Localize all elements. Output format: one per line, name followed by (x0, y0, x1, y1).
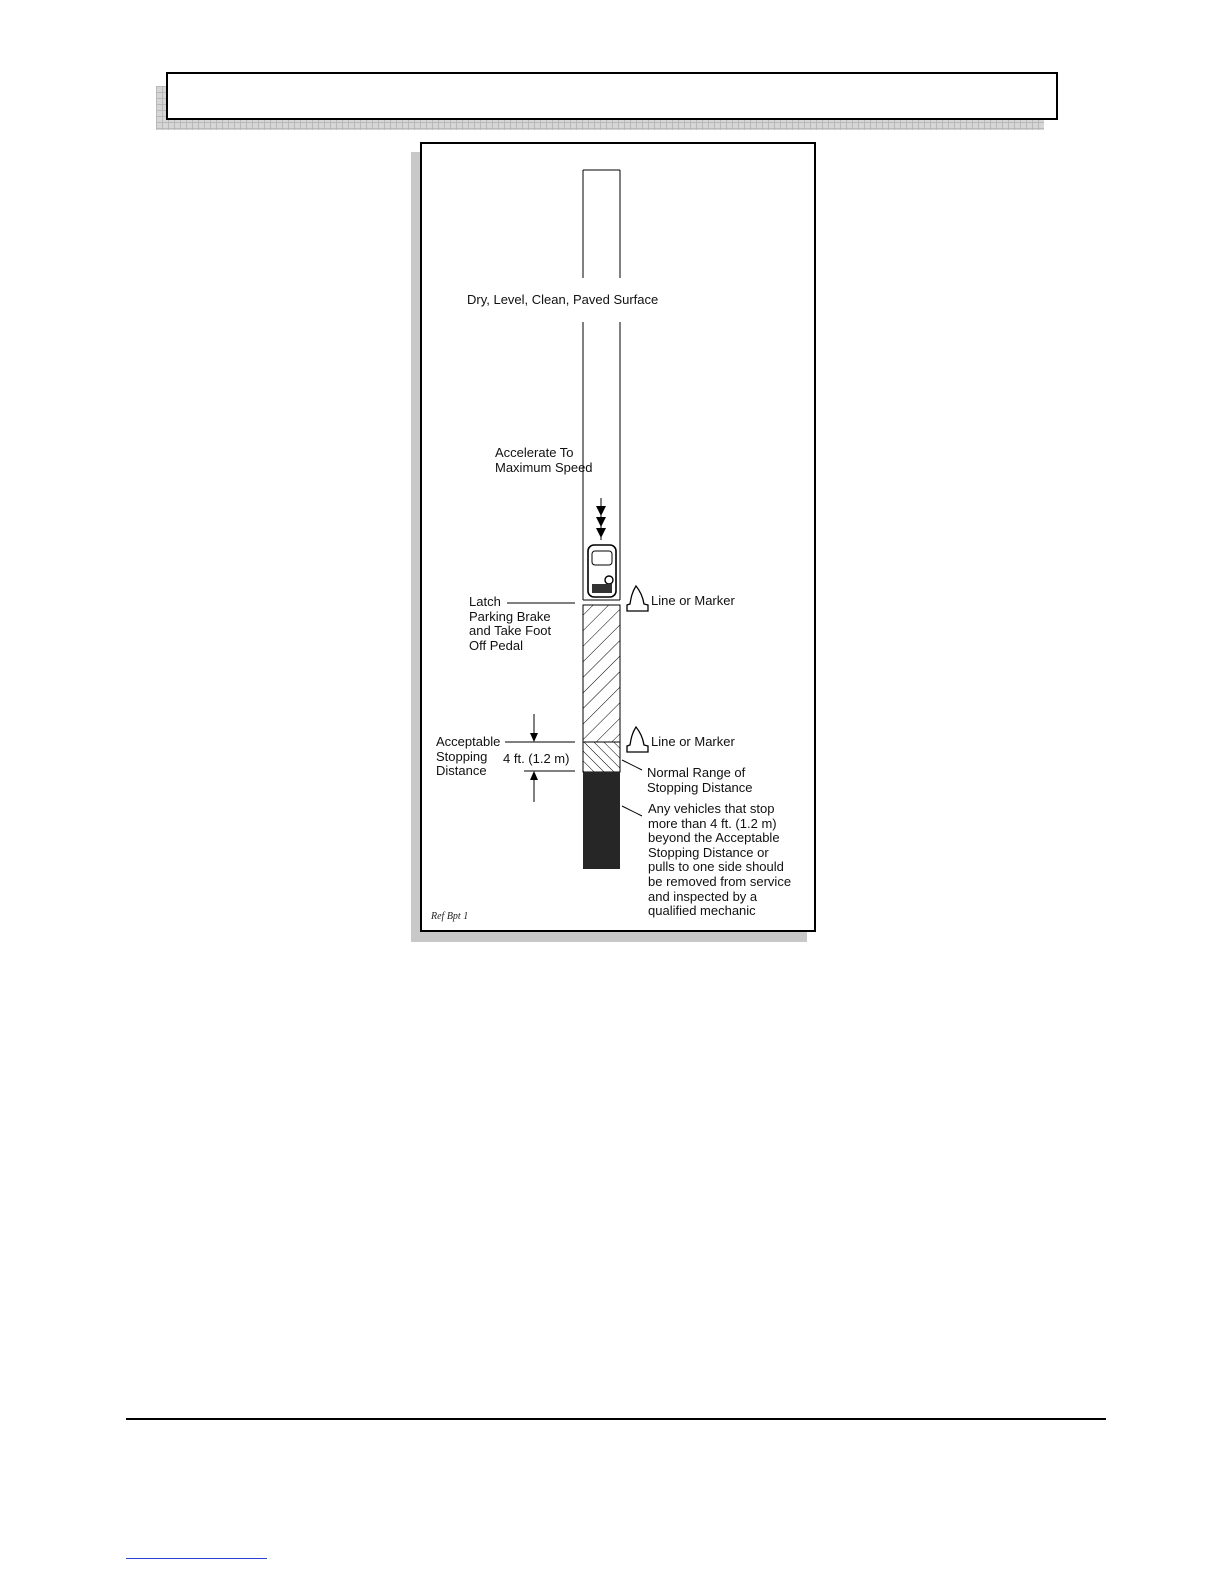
cone-icon (627, 727, 648, 752)
marker-bottom-label: Line or Marker (651, 734, 735, 749)
latch-label: Latch Parking Brake and Take Foot Off Pedal (469, 594, 552, 653)
vehicle-icon (588, 545, 616, 597)
acceptable-distance-label: Acceptable Stopping Distance (436, 734, 501, 779)
speed-arrows (596, 498, 606, 540)
normal-range-zone (583, 742, 620, 772)
normal-range-label: Normal Range of Stopping Distance (647, 765, 753, 795)
distance-value-label: 4 ft. (1.2 m) (503, 751, 570, 766)
figure-reference: Ref Bpt 1 (431, 911, 469, 922)
footer-link-underline[interactable] (126, 1558, 267, 1559)
marker-top-label: Line or Marker (651, 593, 735, 608)
normal-range-leader (622, 760, 642, 770)
surface-label: Dry, Level, Clean, Paved Surface (467, 292, 659, 307)
warning-label: Any vehicles that stop more than 4 ft. (1.2 m) beyond the Acceptable Stopping Distance or pulls to one side should be removed from service and inspected by a qualified mechanic (648, 801, 792, 919)
cone-icon (627, 586, 648, 611)
warning-leader (622, 806, 642, 816)
footer-rule (126, 1418, 1106, 1420)
failure-zone (583, 772, 620, 869)
braking-zone (583, 605, 620, 742)
accelerate-label: Accelerate To Maximum Speed (495, 445, 593, 475)
